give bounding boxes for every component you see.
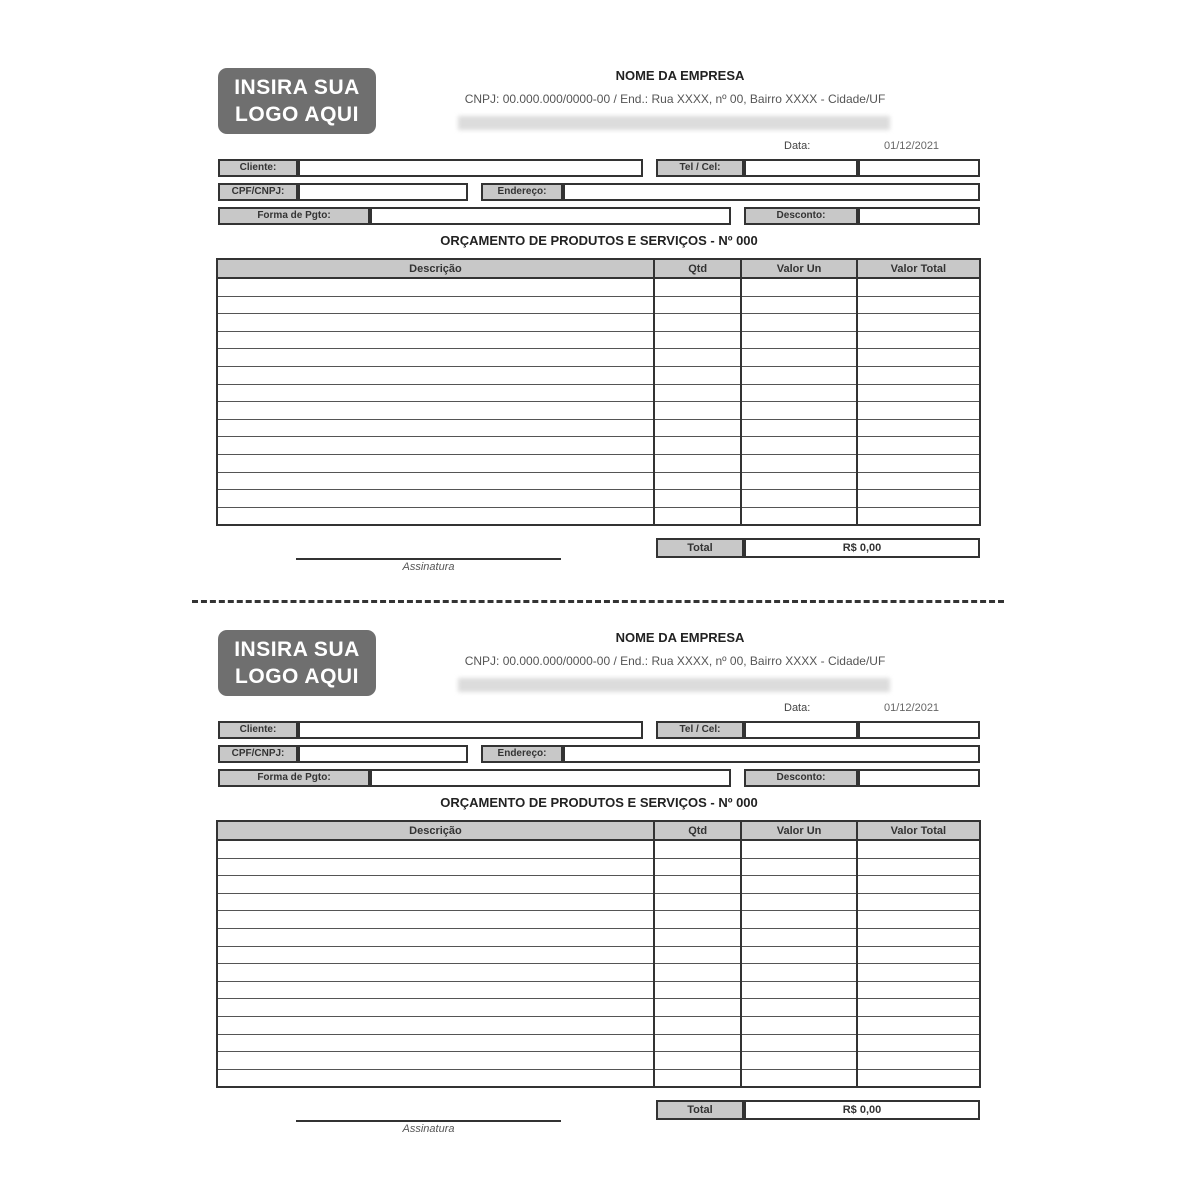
table-cell[interactable] — [654, 419, 741, 437]
table-row — [217, 472, 980, 490]
table-cell[interactable] — [857, 1069, 980, 1087]
table-cell[interactable] — [857, 296, 980, 314]
endereco-field[interactable] — [563, 745, 980, 763]
desconto-field[interactable] — [858, 207, 980, 225]
table-cell[interactable] — [857, 840, 980, 858]
table-cell[interactable] — [217, 419, 654, 437]
table-cell[interactable] — [217, 911, 654, 929]
table-cell[interactable] — [741, 402, 856, 420]
blurred-line — [458, 678, 890, 692]
table-body — [217, 840, 980, 1087]
table-cell[interactable] — [857, 349, 980, 367]
table-cell[interactable] — [654, 366, 741, 384]
date-label: Data: — [784, 702, 811, 714]
table-cell[interactable] — [857, 507, 980, 525]
table-cell[interactable] — [654, 928, 741, 946]
table-cell[interactable] — [857, 384, 980, 402]
table-cell[interactable] — [654, 314, 741, 332]
tel-field-2[interactable] — [858, 721, 980, 739]
table-row — [217, 331, 980, 349]
table-cell[interactable] — [857, 858, 980, 876]
date-label: Data: — [784, 140, 811, 152]
table-cell[interactable] — [217, 893, 654, 911]
table-cell[interactable] — [654, 402, 741, 420]
table-row — [217, 490, 980, 508]
table-cell[interactable] — [654, 1052, 741, 1070]
table-row — [217, 1069, 980, 1087]
table-cell[interactable] — [654, 1034, 741, 1052]
endereco-label: Endereço: — [481, 183, 563, 201]
table-cell[interactable] — [741, 893, 856, 911]
table-cell[interactable] — [654, 893, 741, 911]
table-cell[interactable] — [654, 1069, 741, 1087]
table-cell[interactable] — [217, 296, 654, 314]
company-details: CNPJ: 00.000.000/0000-00 / End.: Rua XXXX, nº 00, Bairro XXXX - Cidade/UF — [464, 654, 886, 668]
table-row — [217, 454, 980, 472]
signature-line — [296, 558, 561, 560]
signature-line — [296, 1120, 561, 1122]
logo-placeholder — [218, 630, 376, 696]
table-cell[interactable] — [654, 1016, 741, 1034]
signature-label: Assinatura — [402, 1123, 455, 1135]
table-cell[interactable] — [217, 454, 654, 472]
table-row — [217, 402, 980, 420]
table-cell[interactable] — [741, 946, 856, 964]
items-table — [216, 258, 981, 526]
endereco-label: Endereço: — [481, 745, 563, 763]
endereco-field[interactable] — [563, 183, 980, 201]
table-cell[interactable] — [654, 278, 741, 296]
table-cell[interactable] — [217, 999, 654, 1017]
table-cell[interactable] — [654, 981, 741, 999]
table-cell[interactable] — [741, 858, 856, 876]
table-row — [217, 893, 980, 911]
table-cell[interactable] — [654, 472, 741, 490]
table-cell[interactable] — [217, 858, 654, 876]
cpf-label: CPF/CNPJ: — [218, 745, 298, 763]
col-valor-un: Valor Un — [741, 821, 856, 840]
table-cell[interactable] — [654, 840, 741, 858]
table-row — [217, 964, 980, 982]
table-cell[interactable] — [741, 472, 856, 490]
table-cell[interactable] — [217, 1069, 654, 1087]
table-cell[interactable] — [741, 454, 856, 472]
table-cell[interactable] — [857, 490, 980, 508]
forma-pgto-label: Forma de Pgto: — [218, 769, 370, 787]
cliente-field[interactable] — [298, 721, 643, 739]
table-cell[interactable] — [857, 999, 980, 1017]
table-cell[interactable] — [741, 296, 856, 314]
col-descricao: Descrição — [217, 259, 654, 278]
total-label: Total — [656, 1100, 744, 1120]
table-cell[interactable] — [654, 964, 741, 982]
table-row — [217, 858, 980, 876]
table-cell[interactable] — [217, 314, 654, 332]
table-cell[interactable] — [654, 876, 741, 894]
table-row — [217, 911, 980, 929]
table-cell[interactable] — [654, 454, 741, 472]
forma-pgto-field[interactable] — [370, 769, 731, 787]
table-cell[interactable] — [217, 349, 654, 367]
tel-field[interactable] — [744, 159, 858, 177]
budget-title: ORÇAMENTO DE PRODUTOS E SERVIÇOS - Nº 000 — [440, 233, 758, 248]
company-name: NOME DA EMPRESA — [615, 630, 745, 645]
table-cell[interactable] — [741, 1016, 856, 1034]
table-cell[interactable] — [857, 278, 980, 296]
logo-line-2: LOGO AQUI — [235, 103, 359, 126]
table-row — [217, 419, 980, 437]
table-cell[interactable] — [741, 349, 856, 367]
table-cell[interactable] — [741, 366, 856, 384]
company-name: NOME DA EMPRESA — [615, 68, 745, 83]
table-cell[interactable] — [857, 419, 980, 437]
table-cell[interactable] — [654, 911, 741, 929]
table-cell[interactable] — [857, 928, 980, 946]
date-value: 01/12/2021 — [884, 140, 940, 152]
table-cell[interactable] — [741, 1069, 856, 1087]
col-valor-un: Valor Un — [741, 259, 856, 278]
table-cell[interactable] — [741, 876, 856, 894]
table-cell[interactable] — [857, 472, 980, 490]
table-cell[interactable] — [741, 384, 856, 402]
table-row — [217, 1016, 980, 1034]
table-cell[interactable] — [217, 366, 654, 384]
table-cell[interactable] — [741, 964, 856, 982]
table-row — [217, 314, 980, 332]
table-cell[interactable] — [217, 1034, 654, 1052]
table-cell[interactable] — [217, 331, 654, 349]
table-row — [217, 437, 980, 455]
table-cell[interactable] — [654, 946, 741, 964]
table-cell[interactable] — [741, 981, 856, 999]
logo-placeholder — [218, 68, 376, 134]
table-cell[interactable] — [741, 278, 856, 296]
table-cell[interactable] — [741, 911, 856, 929]
table-cell[interactable] — [217, 840, 654, 858]
col-qtd: Qtd — [654, 259, 741, 278]
table-row — [217, 946, 980, 964]
table-body — [217, 278, 980, 525]
table-cell[interactable] — [741, 331, 856, 349]
tel-field[interactable] — [744, 721, 858, 739]
table-cell[interactable] — [654, 858, 741, 876]
table-row — [217, 296, 980, 314]
table-row — [217, 366, 980, 384]
table-row — [217, 278, 980, 296]
table-cell[interactable] — [857, 1034, 980, 1052]
desconto-field[interactable] — [858, 769, 980, 787]
table-cell[interactable] — [217, 507, 654, 525]
budget-form-top — [0, 0, 1200, 590]
table-cell[interactable] — [741, 490, 856, 508]
table-cell[interactable] — [654, 437, 741, 455]
table-cell[interactable] — [741, 840, 856, 858]
table-row — [217, 840, 980, 858]
logo-line-1: INSIRA SUA — [234, 638, 360, 661]
table-cell[interactable] — [857, 402, 980, 420]
table-cell[interactable] — [217, 402, 654, 420]
table-cell[interactable] — [741, 999, 856, 1017]
table-cell[interactable] — [857, 331, 980, 349]
logo-line-2: LOGO AQUI — [235, 665, 359, 688]
table-cell[interactable] — [654, 999, 741, 1017]
cliente-label: Cliente: — [218, 721, 298, 739]
cpf-field[interactable] — [298, 183, 468, 201]
table-cell[interactable] — [217, 928, 654, 946]
company-details: CNPJ: 00.000.000/0000-00 / End.: Rua XXXX, nº 00, Bairro XXXX - Cidade/UF — [464, 92, 886, 106]
table-cell[interactable] — [741, 1052, 856, 1070]
tel-label: Tel / Cel: — [656, 721, 744, 739]
table-cell[interactable] — [654, 507, 741, 525]
cliente-label: Cliente: — [218, 159, 298, 177]
table-header-row — [217, 821, 980, 840]
items-table — [216, 820, 981, 1088]
tel-label: Tel / Cel: — [656, 159, 744, 177]
table-cell[interactable] — [217, 472, 654, 490]
col-descricao: Descrição — [217, 821, 654, 840]
table-row — [217, 981, 980, 999]
total-value: R$ 0,00 — [744, 538, 980, 558]
col-qtd: Qtd — [654, 821, 741, 840]
total-label: Total — [656, 538, 744, 558]
table-cell[interactable] — [857, 1052, 980, 1070]
budget-form-bottom — [0, 562, 1200, 1162]
table-cell[interactable] — [217, 1016, 654, 1034]
table-cell[interactable] — [857, 437, 980, 455]
tel-field-2[interactable] — [858, 159, 980, 177]
table-row — [217, 1034, 980, 1052]
table-cell[interactable] — [741, 437, 856, 455]
table-cell[interactable] — [857, 893, 980, 911]
table-cell[interactable] — [217, 1052, 654, 1070]
table-row — [217, 384, 980, 402]
table-cell[interactable] — [741, 419, 856, 437]
table-cell[interactable] — [857, 911, 980, 929]
table-cell[interactable] — [857, 946, 980, 964]
table-row — [217, 349, 980, 367]
table-row — [217, 507, 980, 525]
table-cell[interactable] — [741, 928, 856, 946]
table-cell[interactable] — [741, 1034, 856, 1052]
table-cell[interactable] — [654, 384, 741, 402]
desconto-label: Desconto: — [744, 769, 858, 787]
table-cell[interactable] — [217, 278, 654, 296]
table-cell[interactable] — [654, 296, 741, 314]
total-value: R$ 0,00 — [744, 1100, 980, 1120]
forma-pgto-field[interactable] — [370, 207, 731, 225]
cpf-field[interactable] — [298, 745, 468, 763]
table-cell[interactable] — [857, 981, 980, 999]
table-row — [217, 999, 980, 1017]
table-cell[interactable] — [217, 981, 654, 999]
table-cell[interactable] — [654, 490, 741, 508]
table-header-row — [217, 259, 980, 278]
table-cell[interactable] — [217, 384, 654, 402]
table-row — [217, 876, 980, 894]
budget-title: ORÇAMENTO DE PRODUTOS E SERVIÇOS - Nº 000 — [440, 795, 758, 810]
cliente-field[interactable] — [298, 159, 643, 177]
table-row — [217, 928, 980, 946]
table-cell[interactable] — [741, 507, 856, 525]
table-cell[interactable] — [217, 876, 654, 894]
table-cell[interactable] — [857, 876, 980, 894]
col-valor-total: Valor Total — [857, 259, 980, 278]
cpf-label: CPF/CNPJ: — [218, 183, 298, 201]
logo-line-1: INSIRA SUA — [234, 76, 360, 99]
table-cell[interactable] — [217, 964, 654, 982]
blurred-line — [458, 116, 890, 130]
table-cell[interactable] — [217, 490, 654, 508]
table-cell[interactable] — [857, 366, 980, 384]
table-cell[interactable] — [741, 314, 856, 332]
date-value: 01/12/2021 — [884, 702, 940, 714]
table-cell[interactable] — [857, 1016, 980, 1034]
col-valor-total: Valor Total — [857, 821, 980, 840]
table-cell[interactable] — [217, 437, 654, 455]
signature-label: Assinatura — [402, 561, 455, 573]
desconto-label: Desconto: — [744, 207, 858, 225]
forma-pgto-label: Forma de Pgto: — [218, 207, 370, 225]
table-cell[interactable] — [654, 349, 741, 367]
table-cell[interactable] — [857, 964, 980, 982]
table-cell[interactable] — [857, 314, 980, 332]
table-row — [217, 1052, 980, 1070]
table-cell[interactable] — [857, 454, 980, 472]
table-cell[interactable] — [654, 331, 741, 349]
table-cell[interactable] — [217, 946, 654, 964]
